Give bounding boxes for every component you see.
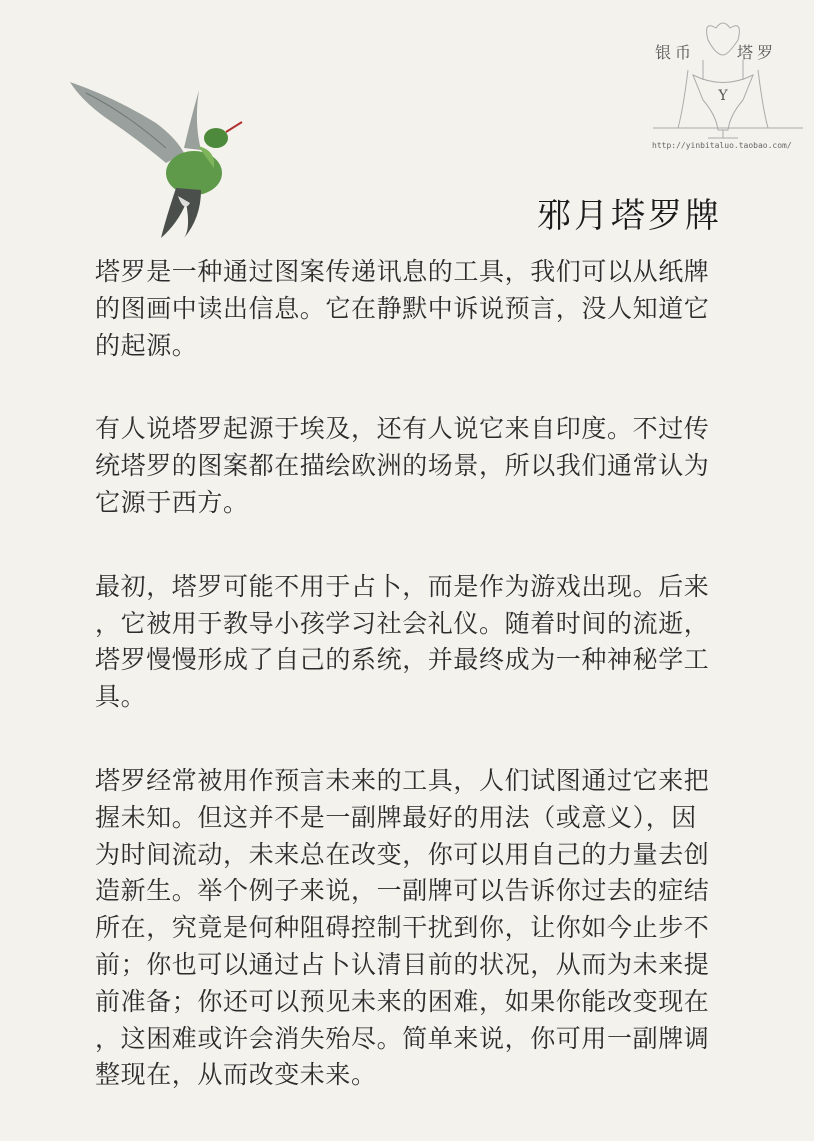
logo-text-right: 塔罗 [737,43,778,62]
text-line: 具。 [95,682,147,712]
text-line: 统塔罗的图案都在描绘欧洲的场景，所以我们通常认为 [95,451,710,481]
paragraph-1 [95,254,735,364]
paragraph-3 [95,569,735,716]
text-line: ，这困难或许会消失殆尽。简单来说，你可用一副牌调 [95,1023,710,1053]
text-line: 前；你也可以通过占卜认清目前的状况，从而为未来提 [95,949,710,979]
text-line: 的图画中读出信息。它在静默中诉说预言，没人知道它 [95,293,710,323]
text-line: 握未知。但这并不是一副牌最好的用法（或意义），因 [95,802,697,832]
text-line: 塔罗是一种通过图案传递讯息的工具，我们可以从纸牌 [95,257,710,286]
text-line: 所在，究竟是何种阻碍控制干扰到你，让你如今止步不 [95,913,710,943]
logo-text-left: 银币 [655,43,696,62]
text-line: 最初，塔罗可能不用于占卜，而是作为游戏出现。后来 [95,571,710,601]
paragraph-4 [95,763,735,1094]
page-title: 邪月塔罗牌 [537,196,722,236]
text-line: 有人说塔罗起源于埃及，还有人说它来自印度。不过传 [95,414,710,444]
text-line: 塔罗慢慢形成了自己的系统，并最终成为一种神秘学工 [95,645,710,675]
text-line: 塔罗经常被用作预言未来的工具，人们试图通过它来把 [95,765,710,795]
text-line: 前准备；你还可以预见未来的困难，如果你能改变现在 [95,986,710,1016]
text-line: ，它被用于教导小孩学习社会礼仪。随着时间的流逝， [95,608,710,638]
text-line: 为时间流动，未来总在改变，你可以用自己的力量去创 [95,839,710,869]
hummingbird-illustration [66,78,246,243]
logo-emblem [648,10,808,150]
text-line: 它源于西方。 [95,487,249,517]
logo-url: http://yinbitaluo.taobao.com/ [652,141,792,150]
logo-letter: Y [718,88,728,104]
text-line: 整现在，从而改变未来。 [95,1060,377,1090]
text-line: 的起源。 [95,330,198,360]
text-line: 造新生。举个例子来说，一副牌可以告诉你过去的症结 [95,876,710,906]
paragraph-2 [95,411,735,521]
article-body [95,254,735,1141]
